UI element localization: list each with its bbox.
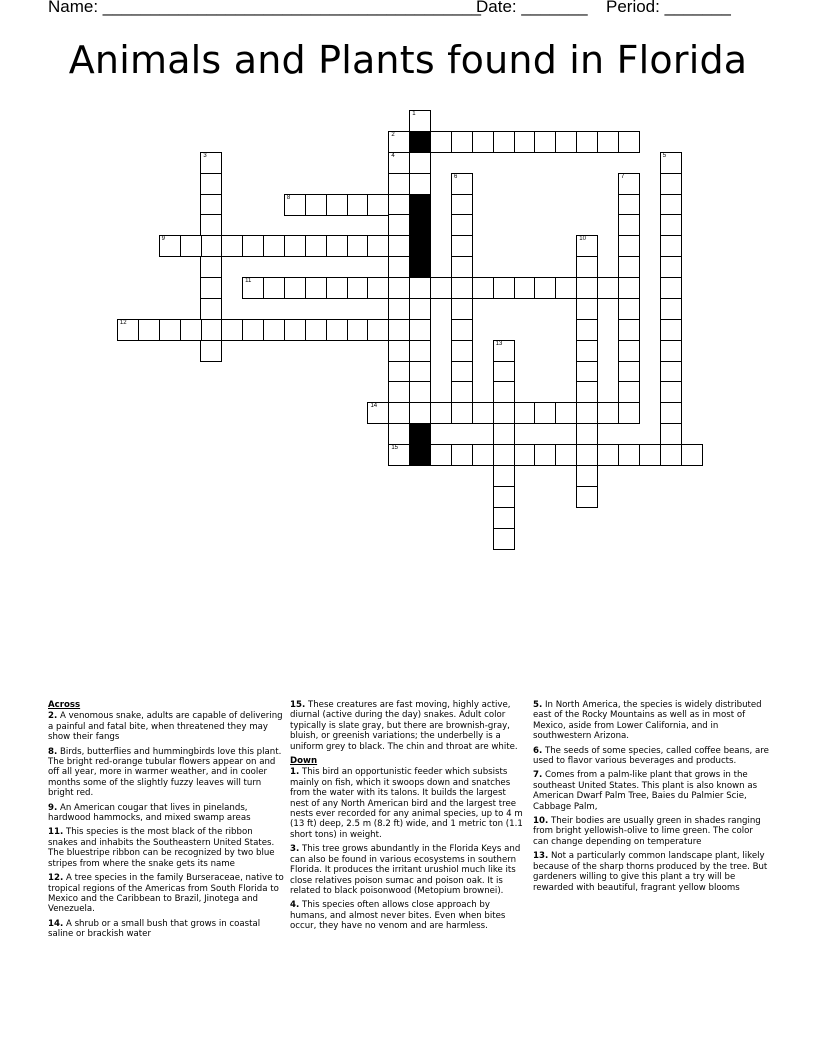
- crossword-cell[interactable]: [388, 277, 410, 299]
- crossword-cell[interactable]: [388, 402, 410, 424]
- crossword-cell[interactable]: [409, 340, 431, 362]
- crossword-cell[interactable]: [221, 235, 243, 257]
- clue-text: The seeds of some species, called coffee beans, are used to flavor various beverages and products.: [533, 745, 769, 767]
- clue-text: Birds, butterflies and hummingbirds love this plant. The bright red-orange tubular flowers appear on and off all year, more in warmer weather, and in cooler months some of the slightly fuzzy leaves will turn bright red.: [48, 746, 282, 799]
- crossword-cell[interactable]: [451, 361, 473, 383]
- crossword-cell[interactable]: [388, 423, 410, 445]
- crossword-cell[interactable]: [388, 298, 410, 320]
- crossword-cell[interactable]: [576, 486, 598, 508]
- crossword-cell[interactable]: [451, 340, 473, 362]
- crossword-cell[interactable]: [618, 131, 640, 153]
- crossword-cell[interactable]: [618, 277, 640, 299]
- clue-number-label: 13.: [533, 851, 549, 862]
- crossword-cell[interactable]: [660, 319, 682, 341]
- crossword-cell[interactable]: [576, 131, 598, 153]
- crossword-cell[interactable]: [576, 465, 598, 487]
- clue-number-label: 10.: [533, 816, 549, 827]
- clue-item: [48, 747, 284, 799]
- crossword-cell[interactable]: [618, 256, 640, 278]
- crossword-cell[interactable]: [200, 214, 222, 236]
- crossword-cell[interactable]: [451, 319, 473, 341]
- crossword-cell[interactable]: [576, 319, 598, 341]
- crossword-cell[interactable]: [576, 298, 598, 320]
- crossword-cell[interactable]: [409, 277, 431, 299]
- clue-number-label: 15.: [290, 700, 306, 710]
- crossword-cell[interactable]: [472, 131, 494, 153]
- crossword-cell[interactable]: [200, 340, 222, 362]
- crossword-cell[interactable]: [618, 298, 640, 320]
- crossword-cell[interactable]: [221, 319, 243, 341]
- crossword-cell[interactable]: [555, 131, 577, 153]
- clue-item: [533, 816, 769, 847]
- crossword-cell[interactable]: [493, 402, 515, 424]
- crossword-cell[interactable]: [493, 381, 515, 403]
- crossword-cell[interactable]: [618, 319, 640, 341]
- crossword-cell[interactable]: [200, 152, 222, 174]
- crossword-cell[interactable]: [618, 194, 640, 216]
- clue-text: This tree grows abundantly in the Florida Keys and can also be found in various ecosystems in southern Florida. It produces the irritant urushiol much like its close relatives poison sumac and poison oak. It is related to black poisonwood (Metopium brownei).: [290, 844, 521, 896]
- crossword-cell[interactable]: [660, 235, 682, 257]
- crossword-cell[interactable]: [451, 402, 473, 424]
- crossword-cell[interactable]: [618, 402, 640, 424]
- clue-item: [290, 900, 526, 931]
- crossword-cell[interactable]: [263, 277, 285, 299]
- crossword-cell[interactable]: [660, 402, 682, 424]
- clue-number: 1: [412, 111, 416, 117]
- crossword-cell[interactable]: [409, 110, 431, 132]
- crossword-cell[interactable]: [660, 444, 682, 466]
- crossword-cell[interactable]: [263, 319, 285, 341]
- crossword-cell[interactable]: [284, 235, 306, 257]
- page-title: Animals and Plants found in Florida: [68, 38, 748, 82]
- crossword-cell[interactable]: [451, 194, 473, 216]
- crossword-cell[interactable]: [409, 361, 431, 383]
- clue-number: 13: [495, 340, 503, 347]
- crossword-cell[interactable]: [576, 235, 598, 257]
- clue-text: These creatures are fast moving, highly active, diurnal (active during the day) snakes. Adult color typically is slate gray, but there are brownish-gray, bluish, or greenish variations; the underbelly is a uniform grey to black. The chin and throat are white.: [290, 700, 518, 752]
- crossword-cell[interactable]: [326, 277, 348, 299]
- crossword-block: [409, 444, 431, 466]
- crossword-cell[interactable]: [534, 402, 556, 424]
- crossword-cell[interactable]: [200, 319, 222, 341]
- clue-text: A venomous snake, adults are capable of delivering a painful and fatal bite, when threatened they may show their fangs: [48, 711, 283, 743]
- clue-text: This bird an opportunistic feeder which subsists mainly on fish, which it swoops down and snatches from the water with its talons. It builds the largest nest of any North American bird and the largest tree nests ever recorded for any animal species, up to 4 m (13 ft) deep, 2.5 m (8.2 ft) wide, and 1 metric ton (1.1 short tons) in weight.: [290, 767, 523, 840]
- crossword-cell[interactable]: [597, 444, 619, 466]
- clue-number: 5: [662, 152, 667, 159]
- crossword-cell[interactable]: [597, 277, 619, 299]
- crossword-cell[interactable]: [534, 444, 556, 466]
- crossword-cell[interactable]: [409, 152, 431, 174]
- crossword-cell[interactable]: [451, 256, 473, 278]
- clue-number: 11: [245, 278, 252, 285]
- crossword-cell[interactable]: [660, 194, 682, 216]
- clues-column-1: [48, 700, 284, 944]
- crossword-cell[interactable]: [388, 381, 410, 403]
- crossword-cell[interactable]: [618, 444, 640, 466]
- clue-number: 3: [203, 152, 207, 159]
- crossword-cell[interactable]: [180, 319, 202, 341]
- crossword-cell[interactable]: [597, 131, 619, 153]
- crossword-cell[interactable]: [493, 465, 515, 487]
- crossword-cell[interactable]: [451, 444, 473, 466]
- crossword-cell[interactable]: [367, 277, 389, 299]
- crossword-cell[interactable]: [180, 235, 202, 257]
- crossword-cell[interactable]: [409, 173, 431, 195]
- crossword-cell[interactable]: [493, 340, 515, 362]
- clue-text: Their bodies are usually green in shades ranging from bright yellowish-olive to lime green. The color can change depending on temperature: [533, 816, 761, 847]
- clue-number-label: 1.: [290, 767, 300, 778]
- crossword-cell[interactable]: [347, 194, 369, 216]
- crossword-cell[interactable]: [242, 277, 264, 299]
- crossword-cell[interactable]: [576, 381, 598, 403]
- crossword-cell[interactable]: [451, 173, 473, 195]
- crossword-cell[interactable]: [576, 340, 598, 362]
- clues-column-3: [533, 700, 769, 897]
- crossword-cell[interactable]: [388, 235, 410, 257]
- clue-number-label: 7.: [533, 770, 543, 781]
- crossword-cell[interactable]: [388, 444, 410, 466]
- crossword-cell[interactable]: [639, 444, 661, 466]
- crossword-cell[interactable]: [472, 277, 494, 299]
- crossword-cell[interactable]: [618, 173, 640, 195]
- clue-text: This species often allows close approach by humans, and almost never bites. Even when bites occur, they have no venom and are harmless.: [290, 900, 506, 932]
- crossword-cell[interactable]: [388, 214, 410, 236]
- crossword-cell[interactable]: [347, 319, 369, 341]
- clue-item: [290, 767, 526, 840]
- crossword-cell[interactable]: [367, 235, 389, 257]
- down-clue-list: [290, 767, 526, 931]
- crossword-cell[interactable]: [660, 277, 682, 299]
- crossword-cell[interactable]: [534, 277, 556, 299]
- crossword-cell[interactable]: [451, 277, 473, 299]
- crossword-cell[interactable]: [534, 131, 556, 153]
- name-field[interactable]: Name: ________________________________________: [48, 0, 481, 16]
- crossword-cell[interactable]: [367, 194, 389, 216]
- crossword-cell[interactable]: [451, 381, 473, 403]
- crossword-cell[interactable]: [493, 361, 515, 383]
- clue-text: This species is the most black of the ribbon snakes and inhabits the Southeastern United States. The bluestripe ribbon can be recognized by two blue stripes from where the snake gets its name: [48, 827, 275, 869]
- clue-item: [48, 873, 284, 915]
- crossword-cell[interactable]: [388, 319, 410, 341]
- crossword-cell[interactable]: [555, 444, 577, 466]
- crossword-cell[interactable]: [660, 298, 682, 320]
- crossword-block: [409, 256, 431, 278]
- crossword-cell[interactable]: [388, 173, 410, 195]
- clue-number-label: 9.: [48, 802, 58, 813]
- clue-item: [533, 700, 769, 742]
- crossword-cell[interactable]: [347, 277, 369, 299]
- crossword-cell[interactable]: [493, 528, 515, 550]
- crossword-cell[interactable]: [388, 340, 410, 362]
- crossword-cell[interactable]: [138, 319, 160, 341]
- clue-number: 4: [391, 152, 395, 159]
- crossword-cell[interactable]: [430, 444, 452, 466]
- clue-number-label: 6.: [533, 745, 543, 756]
- crossword-cell[interactable]: [618, 235, 640, 257]
- crossword-cell[interactable]: [388, 361, 410, 383]
- clue-item: [48, 711, 284, 742]
- crossword-cell[interactable]: [618, 214, 640, 236]
- crossword-cell[interactable]: [326, 194, 348, 216]
- crossword-cell[interactable]: [284, 277, 306, 299]
- clue-text: A shrub or a small bush that grows in coastal saline or brackish water: [48, 918, 261, 940]
- crossword-cell[interactable]: [326, 319, 348, 341]
- crossword-block: [409, 235, 431, 257]
- crossword-cell[interactable]: [660, 361, 682, 383]
- date-field[interactable]: Date: _______: [476, 0, 588, 16]
- crossword-cell[interactable]: [367, 319, 389, 341]
- clue-text: A tree species in the family Burseraceae, native to tropical regions of the Americas from South Florida to Mexico and the Caribbean to Brazil, Jinotega and Venezuela.: [48, 873, 284, 915]
- clue-number: 12: [119, 319, 127, 326]
- crossword-cell[interactable]: [200, 298, 222, 320]
- clue-item: [533, 851, 769, 893]
- crossword-cell[interactable]: [200, 173, 222, 195]
- crossword-cell[interactable]: [305, 277, 327, 299]
- crossword-cell[interactable]: [472, 444, 494, 466]
- clue-number: 15: [391, 445, 398, 452]
- crossword-cell[interactable]: [159, 319, 181, 341]
- clue-number-label: 12.: [48, 873, 64, 884]
- across-clue-list-continued: [290, 700, 526, 752]
- crossword-cell[interactable]: [618, 361, 640, 383]
- clue-number: 10: [579, 236, 586, 243]
- crossword-cell[interactable]: [660, 256, 682, 278]
- crossword-block: [409, 214, 431, 236]
- crossword-cell[interactable]: [388, 131, 410, 153]
- clue-number-label: 14.: [48, 918, 64, 929]
- crossword-cell[interactable]: [242, 235, 264, 257]
- clues-column-2: [290, 700, 526, 936]
- clue-text: An American cougar that lives in pinelands, hardwood hammocks, and mixed swamp areas: [48, 802, 251, 824]
- crossword-cell[interactable]: [660, 152, 682, 174]
- down-heading: Down: [290, 756, 318, 767]
- crossword-cell[interactable]: [493, 423, 515, 445]
- clue-item: [290, 844, 526, 896]
- crossword-cell[interactable]: [451, 235, 473, 257]
- crossword-cell[interactable]: [493, 277, 515, 299]
- crossword-cell[interactable]: [200, 277, 222, 299]
- clue-text: In North America, the species is widely distributed east of the Rocky Mountains as well as in most of Mexico, aside from Lower California, and in southwestern Arizona.: [533, 700, 762, 742]
- crossword-cell[interactable]: [555, 402, 577, 424]
- clue-number-label: 2.: [48, 711, 58, 722]
- crossword-cell[interactable]: [367, 402, 389, 424]
- crossword-cell[interactable]: [117, 319, 139, 341]
- down-clue-list-continued: [533, 700, 769, 893]
- crossword-cell[interactable]: [493, 131, 515, 153]
- crossword-cell[interactable]: [430, 131, 452, 153]
- clue-number: 7: [621, 173, 625, 180]
- clue-item: [290, 700, 526, 752]
- crossword-cell[interactable]: [451, 214, 473, 236]
- crossword-cell[interactable]: [514, 277, 536, 299]
- crossword-cell[interactable]: [514, 444, 536, 466]
- crossword-cell[interactable]: [576, 402, 598, 424]
- clue-item: [48, 919, 284, 940]
- crossword-cell[interactable]: [451, 131, 473, 153]
- clue-number-label: 5.: [533, 700, 543, 710]
- crossword-cell[interactable]: [326, 235, 348, 257]
- crossword-cell[interactable]: [388, 256, 410, 278]
- crossword-cell[interactable]: [576, 423, 598, 445]
- crossword-cell[interactable]: [284, 194, 306, 216]
- crossword-cell[interactable]: [430, 402, 452, 424]
- clue-number-label: 4.: [290, 900, 300, 911]
- crossword-cell[interactable]: [347, 235, 369, 257]
- crossword-cell[interactable]: [660, 423, 682, 445]
- clue-item: [533, 746, 769, 767]
- crossword-cell[interactable]: [681, 444, 703, 466]
- crossword-cell[interactable]: [200, 235, 222, 257]
- crossword-cell[interactable]: [493, 444, 515, 466]
- clue-number: 6: [453, 173, 458, 180]
- across-heading: Across: [48, 700, 81, 710]
- clue-number-label: 11.: [48, 827, 64, 838]
- crossword-cell[interactable]: [409, 319, 431, 341]
- crossword-cell[interactable]: [409, 402, 431, 424]
- clue-item: [48, 803, 284, 824]
- crossword-cell[interactable]: [263, 235, 285, 257]
- crossword-cell[interactable]: [472, 402, 494, 424]
- crossword-cell[interactable]: [388, 152, 410, 174]
- crossword-cell[interactable]: [576, 444, 598, 466]
- crossword-cell[interactable]: [618, 340, 640, 362]
- crossword-block: [409, 194, 431, 216]
- crossword-cell[interactable]: [305, 194, 327, 216]
- crossword-cell[interactable]: [576, 256, 598, 278]
- crossword-cell[interactable]: [660, 340, 682, 362]
- clue-number-label: 3.: [290, 844, 300, 855]
- clue-text: Not a particularly common landscape plant, likely because of the sharp thorns produced by the tree. But gardeners willing to give this plant a try will be rewarded with beautiful, fragrant yellow blooms: [533, 851, 768, 893]
- crossword-cell[interactable]: [159, 235, 181, 257]
- clue-number: 14: [370, 403, 378, 410]
- crossword-cell[interactable]: [242, 319, 264, 341]
- crossword-cell[interactable]: [660, 381, 682, 403]
- crossword-cell[interactable]: [409, 298, 431, 320]
- crossword-cell[interactable]: [305, 319, 327, 341]
- clue-item: [533, 770, 769, 812]
- crossword-cell[interactable]: [200, 194, 222, 216]
- across-clue-list: [48, 711, 284, 939]
- crossword-cell[interactable]: [493, 486, 515, 508]
- crossword-cell[interactable]: [660, 173, 682, 195]
- crossword-cell[interactable]: [200, 256, 222, 278]
- crossword-cell[interactable]: [576, 277, 598, 299]
- crossword-cell[interactable]: [284, 319, 306, 341]
- crossword-cell[interactable]: [618, 381, 640, 403]
- crossword-cell[interactable]: [555, 277, 577, 299]
- clue-number: 2: [391, 131, 395, 138]
- clue-item: [48, 827, 284, 869]
- crossword-cell[interactable]: [409, 381, 431, 403]
- crossword-cell[interactable]: [514, 131, 536, 153]
- clue-number: 8: [286, 194, 291, 201]
- clue-number: 9: [161, 236, 165, 243]
- clue-number-label: 8.: [48, 746, 58, 757]
- crossword-cell[interactable]: [430, 277, 452, 299]
- crossword-cell[interactable]: [493, 507, 515, 529]
- crossword-cell[interactable]: [451, 298, 473, 320]
- period-field[interactable]: Period: _______: [606, 0, 731, 16]
- crossword-cell[interactable]: [305, 235, 327, 257]
- crossword-block: [409, 423, 431, 445]
- crossword-block: [409, 131, 431, 153]
- crossword-cell[interactable]: [514, 402, 536, 424]
- crossword-cell[interactable]: [597, 402, 619, 424]
- crossword-cell[interactable]: [388, 194, 410, 216]
- clue-text: Comes from a palm-like plant that grows in the southeast United States. This plant is also known as American Dwarf Palm Tree, Baies du Palmier Scie, Cabbage Palm,: [533, 770, 758, 812]
- crossword-cell[interactable]: [660, 214, 682, 236]
- crossword-cell[interactable]: [576, 361, 598, 383]
